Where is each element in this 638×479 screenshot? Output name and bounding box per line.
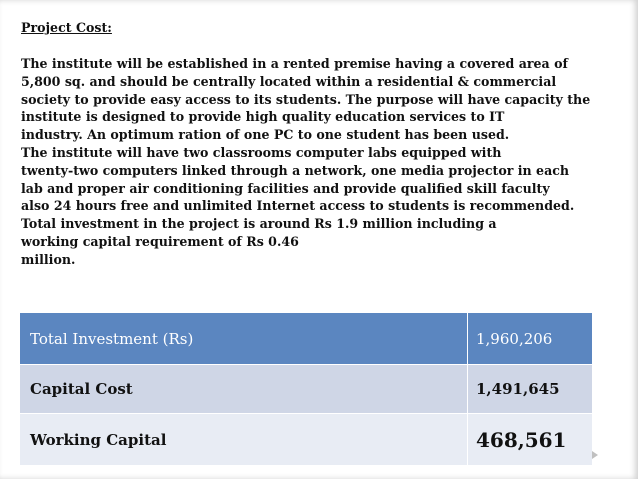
text-line: society to provide easy access to its students. The purpose will have capacity the (21, 91, 591, 107)
row-label: Capital Cost (20, 365, 468, 414)
section-heading: Project Cost: (21, 20, 112, 35)
text-line: lab and proper air conditioning facilities and provide qualified skill faculty (21, 180, 550, 196)
text-line: The institute will have two classrooms computer labs equipped with (21, 144, 502, 160)
cost-table (19, 312, 593, 466)
row-value: 468,561 (468, 414, 593, 466)
text-line: The institute will be established in a rented premise having a covered area of (21, 56, 568, 71)
text-line: institute is designed to provide high quality education services to IT (21, 109, 505, 125)
row-label: Total Investment (Rs) (20, 313, 468, 365)
project-description (21, 55, 606, 269)
slide-arrow-icon (592, 451, 598, 459)
text-line: also 24 hours free and unlimited Internet access to students is recommended. (21, 198, 575, 214)
row-label: Working Capital (20, 414, 468, 466)
row-value: 1,491,645 (468, 365, 593, 414)
table-row (20, 414, 593, 466)
row-value: 1,960,206 (468, 313, 593, 365)
table-row (20, 365, 593, 414)
table-row (20, 313, 593, 365)
text-line: working capital requirement of Rs 0.46 (21, 233, 299, 249)
text-line: 5,800 sq. and should be centrally located within a residential & commercial (21, 73, 557, 89)
text-line: twenty-two computers linked through a network, one media projector in each (21, 162, 570, 178)
text-line: million. (21, 251, 76, 267)
text-line: Total investment in the project is around Rs 1.9 million including a (21, 216, 497, 232)
text-line: industry. An optimum ration of one PC to one student has been used. (21, 127, 510, 143)
